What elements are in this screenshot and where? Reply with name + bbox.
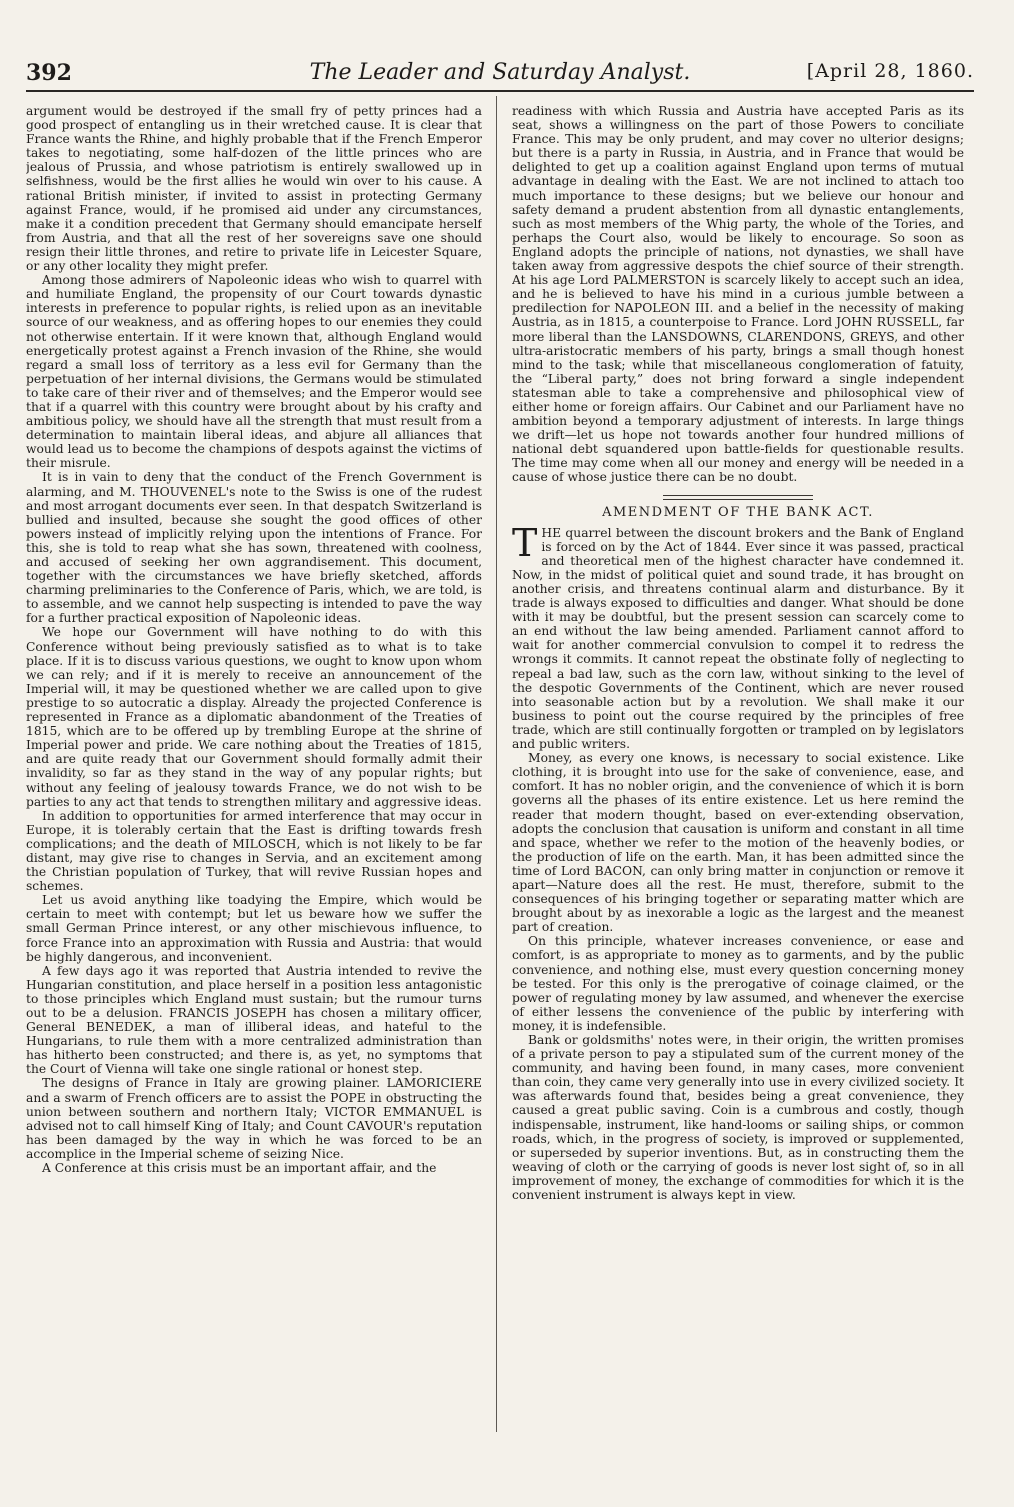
paragraph: Let us avoid anything like toadying the Empire, which would be certain to meet with contempt; but let us beware how we suffer the small German Prince interest, or any other mischievous influence, to force France into an approximation with Russia and Austria: that would be highly dangerous, and inconvenient. (26, 893, 482, 964)
article-opening-paragraph (512, 520, 964, 752)
page-number: 392 (26, 60, 72, 86)
paragraph: The designs of France in Italy are growing plainer. LAMORICIERE and a swarm of French officers are to assist the POPE in obstructing the union between southern and northern Italy; VICTOR EMMANUEL is advised not to call himself King of Italy; and Count CAVOUR's reputation has been damaged by the way in which he was forced to be an accomplice in the Imperial scheme of seizing Nice. (26, 1076, 482, 1161)
paragraph: Money, as every one knows, is necessary to social existence. Like clothing, it is brought into use for the sake of convenience, ease, and comfort. It has no nobler origin, and the convenience of which it is born governs all the phases of its entire existence. Let us here remind the reader that modern thought, based on ever-extending observation, adopts the conclusion that causation is uniform and constant in all time and space, whether we refer to the motion of the heavenly bodies, or the production of life on the earth. Man, it has been admitted since the time of Lord BACON, can only bring matter in conjunction or remove it apart—Nature does all the rest. He must, therefore, submit to the consequences of his bringing together or separating matter which are brought about by as inexorable a logic as the largest and the meanest part of creation. (512, 751, 964, 935)
column-divider (496, 96, 497, 1432)
right-column (512, 104, 964, 1434)
issue-date: [April 28, 1860. (806, 60, 974, 82)
paragraph: A few days ago it was reported that Austria intended to revive the Hungarian constitution, and place herself in a position less antagonistic to those principles which England must sustain; but the rumour turns out to be a delusion. FRANCIS JOSEPH has chosen a military officer, General BENEDEK, a man of illiberal ideas, and hateful to the Hungarians, to rule them with a more centralized administration than has hitherto been constructed; and there is, as yet, no symptoms that the Court of Vienna will take one single rational or honest step. (26, 963, 482, 1077)
paragraph: A Conference at this crisis must be an important affair, and the (42, 1161, 437, 1176)
paragraph: On this principle, whatever increases convenience, or ease and comfort, is as appropriate to money as to garments, and by the public convenience, and nothing else, must every question concerning money be tested. For this only is the prerogative of coinage claimed, or the power of regulating money by law assumed, and whenever the exercise of either lessens the convenience of the public by interfering with money, it is indefensible. (512, 934, 964, 1033)
paragraph: In addition to opportunities for armed interference that may occur in Europe, it is tolerably certain that the East is drifting towards fresh complications; and the death of MILOSCH, which is not likely to be far distant, may give rise to changes in Servia, and an excitement among the Christian population of Turkey, that will revive Russian hopes and schemes. (26, 808, 482, 894)
page-header (26, 52, 974, 86)
paragraph-text: HE quarrel between the discount brokers and the Bank of England is forced on by the Act of 1844. Ever since it was passed, practical and theoretical men of the highest character have condemned it. Now, in the midst of political quiet and sound trade, it has brought on another crisis, and threatens continual alarm and disturbance. By it trade is always exposed to difficulties and danger. What should be done with it may be doubtful, but the present session can scarcely come to an end without the law being amended. Parliament cannot afford to wait for another commercial convulsion to compel it to redress the wrongs it commits. It cannot repeat the obstinate folly of neglecting to repeal a bad law, such as the corn law, without sinking to the level of the despotic Governments of the Continent, which are never roused into seasonable action but by a revolution. We shall make it our business to point out the course required by the principles of free trade, which are still continually forgotten or trampled on by legislators and public writers. (512, 525, 964, 752)
journal-title: The Leader and Saturday Analyst. (309, 60, 691, 85)
drop-cap: T (512, 520, 538, 565)
paragraph: We hope our Government will have nothing to do with this Conference without being previously satisfied as to what is to take place. If it is to discuss various questions, we ought to know upon whom we can rely; and if it is merely to receive an announcement of the Imperial will, it may be questioned whether we are called upon to give prestige to so autocratic a display. Already the projected Conference is represented in France as a diplomatic abandonment of the Treaties of 1815, which are to be offered up by trembling Europe at the shrine of Imperial power and pride. We care nothing about the Treaties of 1815, and are quite ready that our Government should formally admit their invalidity, so far as they stand in the way of any popular rights; but without any feeling of jealousy towards France, we do not wish to be parties to any act that tends to strengthen military and aggressive ideas. (26, 625, 482, 809)
section-divider (663, 495, 813, 500)
section-title: AMENDMENT OF THE BANK ACT. (602, 504, 874, 520)
paragraph: It is in vain to deny that the conduct of the French Government is alarming, and M. THOUVENEL's note to the Swiss is one of the rudest and most arrogant documents ever seen. In that despatch Switzerland is bullied and insulted, because she sought the good offices of other powers instead of implicitly relying upon the intentions of France. For this, she is told to reap what she has sown, threatened with coolness, and accused of seeking her own aggrandisement. This document, together with the circumstances we have briefly sketched, affords charming preliminaries to the Conference of Paris, which, we are told, is to assemble, and we cannot help suspecting is intended to pave the way for a further practical exposition of Napoleonic ideas. (26, 470, 482, 626)
left-column (26, 104, 482, 1434)
paragraph: Among those admirers of Napoleonic ideas who wish to quarrel with and humiliate England, the propensity of our Court towards dynastic interests in preference to popular rights, is relied upon as an inevitable source of our weakness, and as offering hopes to our enemies they could not otherwise entertain. If it were known that, although England would energetically protest against a French invasion of the Rhine, she would regard a small loss of territory as a less evil for Germany than the perpetuation of her internal divisions, the Germans would be stimulated to take care of their river and of themselves; and the Emperor would see that if a quarrel with this country were brought about by his crafty and ambitious policy, we should have all the strength that must result from a determination to maintain liberal ideas, and abjure all alliances that would lead us to become the champions of despots against the victims of their misrule. (26, 273, 482, 471)
paragraph: readiness with which Russia and Austria have accepted Paris as its seat, shows a willingness on the part of those Powers to conciliate France. This may be only prudent, and may cover no ulterior designs; but there is a party in Russia, in Austria, and in France that would be delighted to get up a coalition against England upon terms of mutual advantage in dealing with the East. We are not inclined to attach too much importance to these designs; but we believe our honour and safety demand a prudent abstention from all dynastic entanglements, such as most members of the Whig party, the whole of the Tories, and perhaps the Court also, would be likely to encourage. So soon as England adopts the principle of nations, not dynasties, we shall have taken away from aggressive despots the chief source of their strength. At his age Lord PALMERSTON is scarcely likely to accept such an idea, and he is believed to have his mind in a curious jumble between a predilection for NAPOLEON III. and a belief in the necessity of making Austria, as in 1815, a counterpoise to France. Lord JOHN RUSSELL, far more liberal than the LANSDOWNS, CLARENDONS, GREYS, and other ultra-aristocratic members of his party, brings a small though honest mind to the task; while that miscellaneous conglomeration of fatuity, the “Liberal party,” does not bring forward a single independent statesman able to take a comprehensive and philosophical view of either home or foreign affairs. Our Cabinet and our Parliament have no ambition beyond a temporary adjustment of interests. In large things we drift—let us hope not towards another four hundred millions of national debt squandered upon battle-fields for questionable results. The time may come when all our money and energy will be needed in a cause of whose justice there can be no doubt. (512, 104, 964, 485)
paragraph: Bank or goldsmiths' notes were, in their origin, the written promises of a private person to pay a stipulated sum of the current money of the community, and having been found, in many cases, more convenient than coin, they came very generally into use in every civilized society. It was afterwards found that, besides being a great convenience, they caused a great public saving. Coin is a cumbrous and costly, though indispensable, instrument, like hand-looms or sailing ships, or common roads, which, in the progress of society, is improved or supplemented, or superseded by superior inventions. But, as in constructing them the weaving of cloth or the carrying of goods is never lost sight of, so in all improvement of money, the exchange of commodities for which it is the convenient instrument is always kept in view. (512, 1033, 964, 1203)
paragraph: argument would be destroyed if the small fry of petty princes had a good prospect of entangling us in their wretched cause. It is clear that France wants the Rhine, and highly probable that if the French Emperor takes to negotiating, some half-dozen of the little princes who are jealous of Prussia, and whose patriotism is entirely swallowed up in selfishness, would be the first allies he would win over to his cause. A rational British minister, if invited to assist in protecting Germany against France, would, if he promised aid under any circumstances, make it a condition precedent that Germany should emancipate herself from Austria, and that all the rest of her sovereigns save one should resign their little thrones, and retire to private life in Leicester Square, or any other locality they might prefer. (26, 104, 482, 274)
header-rule (26, 90, 974, 92)
